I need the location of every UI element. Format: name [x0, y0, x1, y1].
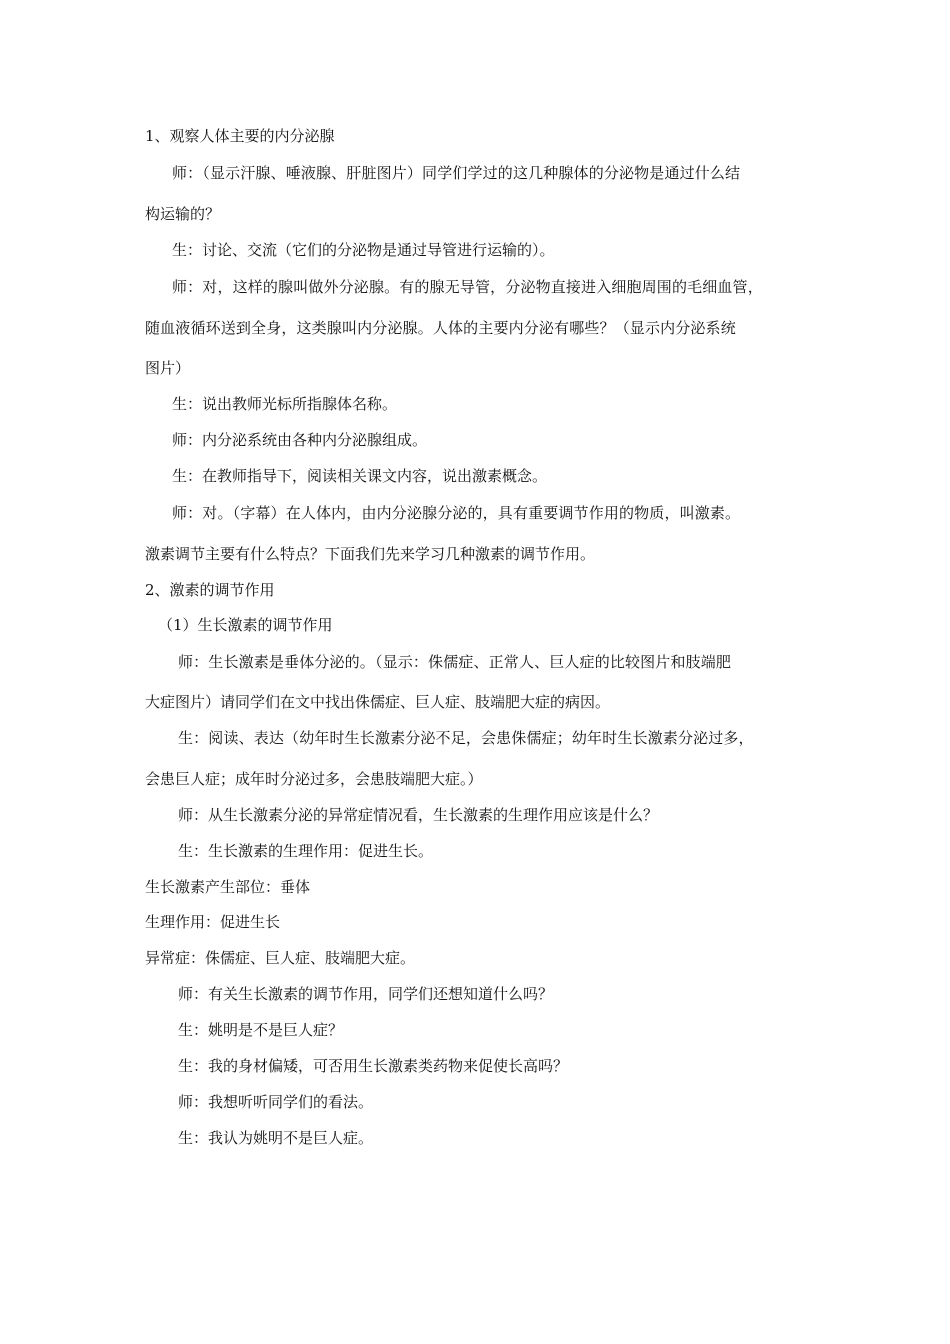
paragraph-line: 生：姚明是不是巨人症？ — [178, 1021, 344, 1039]
paragraph-line: 师：对。（字幕）在人体内，由内分泌腺分泌的，具有重要调节作用的物质，叫激素。 — [172, 504, 741, 522]
paragraph-line: 构运输的？ — [145, 205, 221, 223]
paragraph-line: 生：我的身材偏矮，可否用生长激素类药物来促使长高吗？ — [178, 1057, 569, 1075]
paragraph-line: 图片） — [145, 359, 191, 377]
paragraph-line: 师：有关生长激素的调节作用，同学们还想知道什么吗？ — [178, 985, 554, 1003]
paragraph-line: 生：在教师指导下，阅读相关课文内容，说出激素概念。 — [172, 467, 548, 485]
paragraph-line: 激素调节主要有什么特点？下面我们先来学习几种激素的调节作用。 — [145, 545, 596, 563]
paragraph-line: 生理作用：促进生长 — [145, 913, 281, 931]
paragraph-line: 大症图片）请同学们在文中找出侏儒症、巨人症、肢端肥大症的病因。 — [145, 693, 611, 711]
heading-2: 2、激素的调节作用 — [145, 581, 275, 599]
paragraph-line: 师：内分泌系统由各种内分泌腺组成。 — [172, 431, 428, 449]
paragraph-line: 师：（显示汗腺、唾液腺、肝脏图片）同学们学过的这几种腺体的分泌物是通过什么结 — [172, 164, 741, 182]
paragraph-line: 师：从生长激素分泌的异常症情况看，生长激素的生理作用应该是什么？ — [178, 806, 659, 824]
paragraph-line: 师：生长激素是垂体分泌的。（显示：侏儒症、正常人、巨人症的比较图片和肢端肥 — [178, 653, 732, 671]
subheading: （1）生长激素的调节作用 — [158, 616, 333, 634]
paragraph-line: 生：阅读、表达（幼年时生长激素分泌不足，会患侏儒症；幼年时生长激素分泌过多， — [178, 729, 754, 747]
paragraph-line: 生：讨论、交流（它们的分泌物是通过导管进行运输的）。 — [172, 241, 555, 259]
paragraph-line: 师：对，这样的腺叫做外分泌腺。有的腺无导管，分泌物直接进入细胞周围的毛细血管， — [172, 278, 763, 296]
paragraph-line: 生：生长激素的生理作用：促进生长。 — [178, 842, 434, 860]
paragraph-line: 师：我想听听同学们的看法。 — [178, 1093, 374, 1111]
paragraph-line: 随血液循环送到全身，这类腺叫内分泌腺。人体的主要内分泌有哪些？（显示内分泌系统 — [145, 319, 736, 337]
paragraph-line: 生：说出教师光标所指腺体名称。 — [172, 395, 398, 413]
paragraph-line: 异常症：侏儒症、巨人症、肢端肥大症。 — [145, 949, 416, 967]
paragraph-line: 生：我认为姚明不是巨人症。 — [178, 1129, 374, 1147]
paragraph-line: 会患巨人症；成年时分泌过多，会患肢端肥大症。） — [145, 770, 483, 788]
paragraph-line: 生长激素产生部位：垂体 — [145, 878, 311, 896]
heading-1: 1、观察人体主要的内分泌腺 — [145, 127, 335, 145]
